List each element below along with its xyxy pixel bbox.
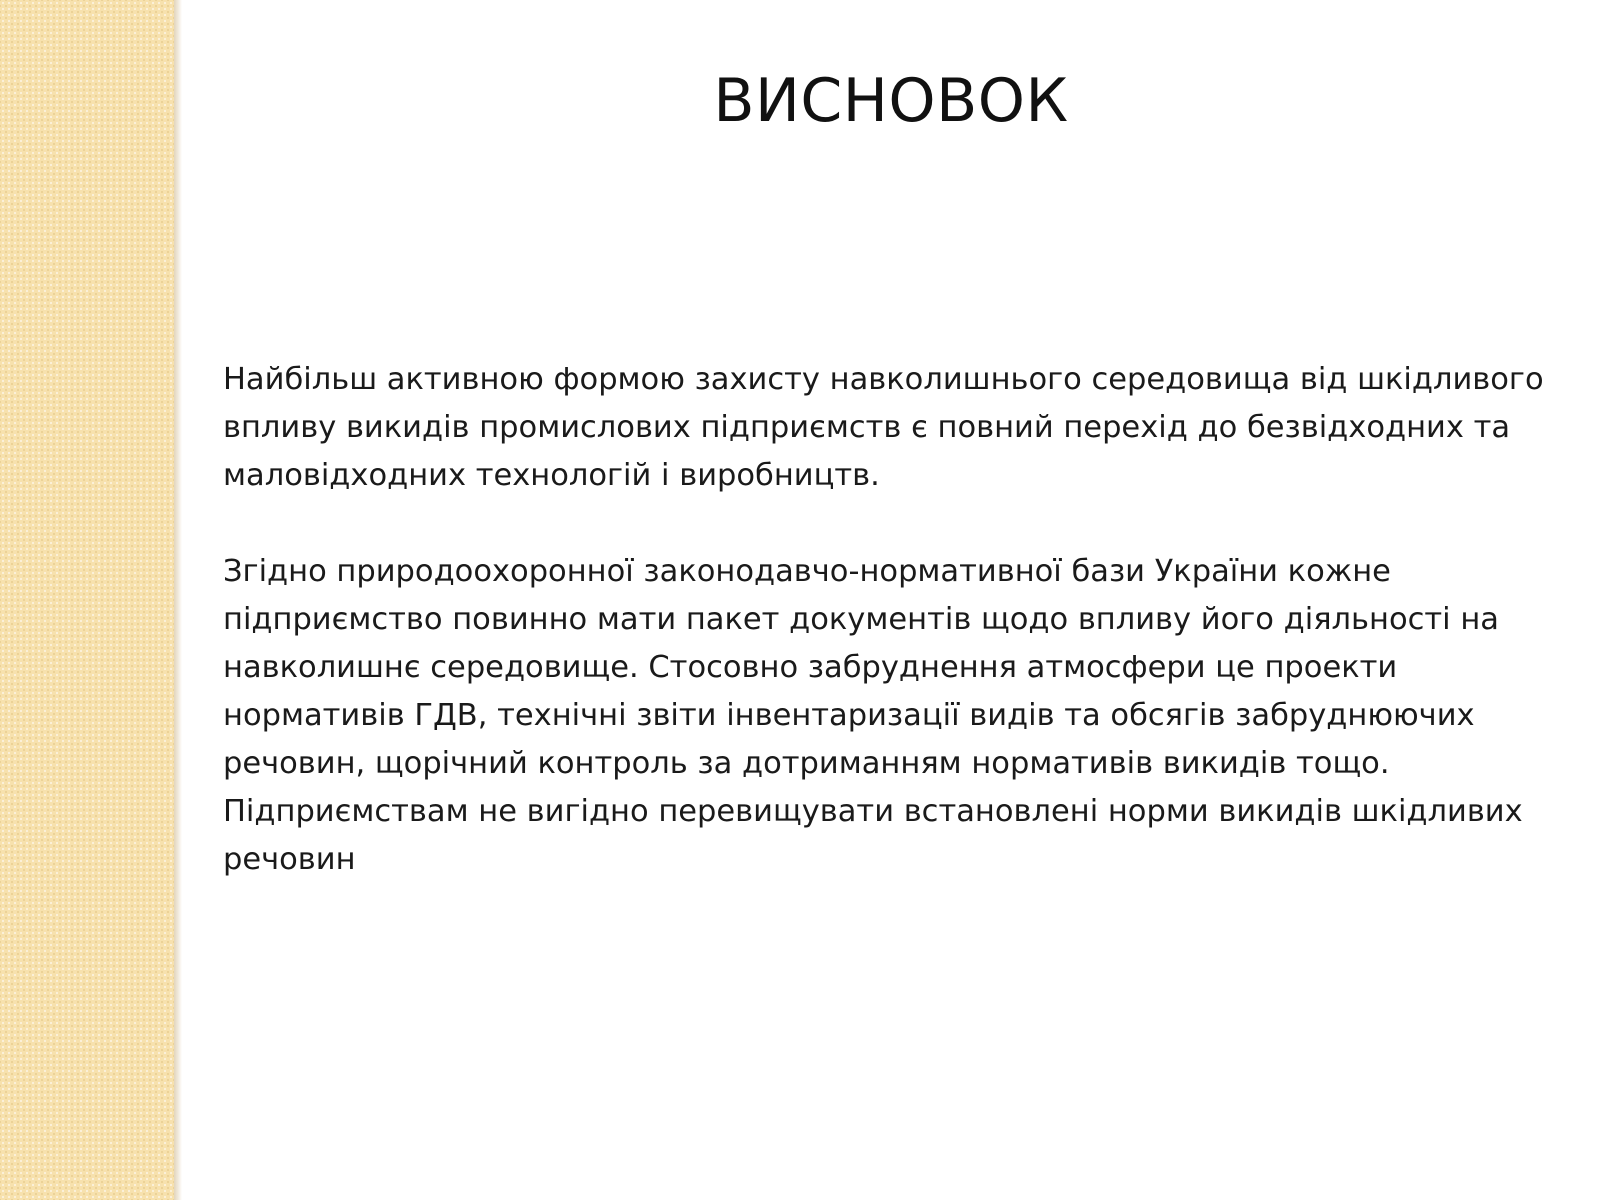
sidebar-edge-shadow bbox=[174, 0, 182, 1200]
body-paragraph-1: Найбільш активною формою захисту навколишнього середовища від шкідливого впливу викидів промислових підприємств є повний перехід до безвідходних та маловідходних технологій і виробництв. bbox=[223, 362, 1544, 493]
body-paragraph-2: Згідно природоохоронної законодавчо-нормативної бази України кожне підприємство повинно мати пакет документів щодо впливу його діяльності на навколишнє середовище. Стосовно забруднення атмосфери це проекти нормативів ГДВ, технічні звіти інвентаризації видів та обсягів забруднюючих речовин, щорічний контроль за дотриманням нормативів викидів тощо. Підприємствам не вигідно перевищувати встановлені норми викидів шкідливих речовин bbox=[223, 554, 1523, 877]
decorative-sidebar bbox=[0, 0, 174, 1200]
slide-body bbox=[223, 356, 1563, 932]
slide-title: ВИСНОВОК bbox=[713, 66, 1069, 136]
